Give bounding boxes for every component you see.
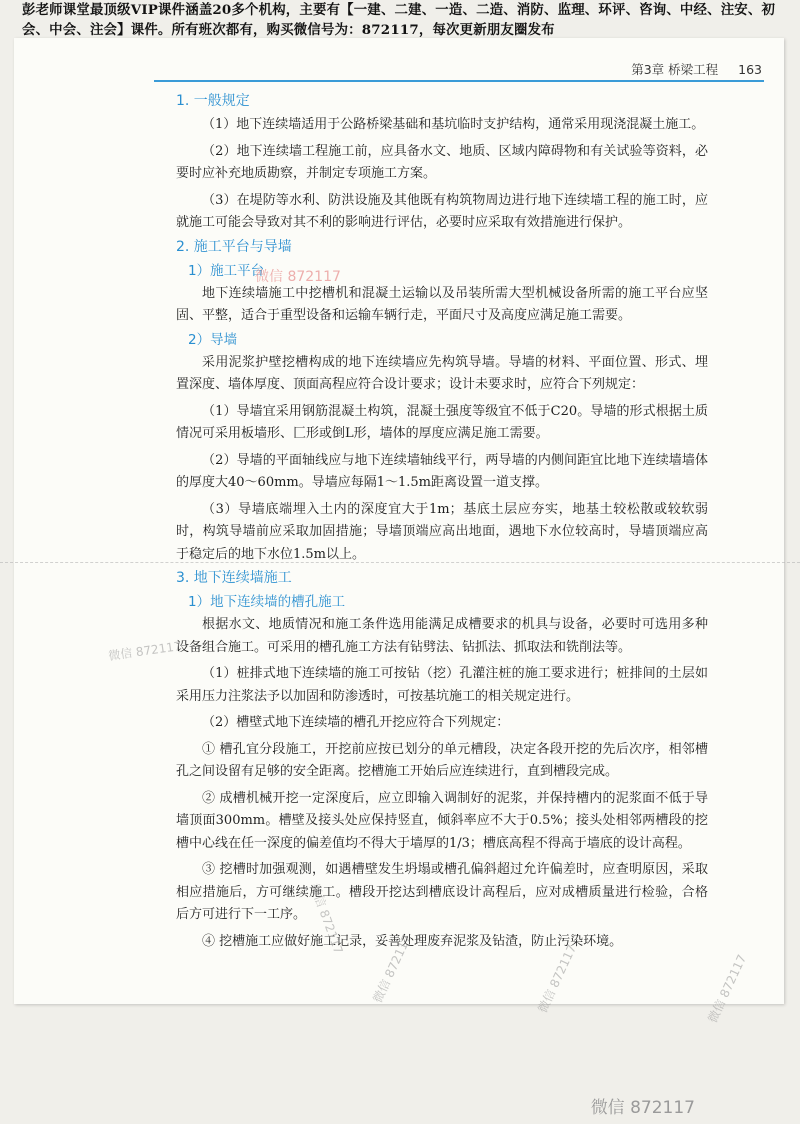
watermark-text: 微信 872117	[535, 942, 580, 1016]
watermark-text: 微信 872117	[370, 932, 415, 1006]
subsection-heading: 1）施工平台	[188, 262, 265, 279]
scan-artifact-line	[0, 562, 800, 564]
subsection-heading: 2）导墙	[188, 331, 238, 348]
watermark-text: 微信 872117	[307, 881, 346, 956]
paragraph: ③ 挖槽时加强观测，如遇槽壁发生坍塌或槽孔偏斜超过允许偏差时，应查明原因，采取相应措施后，方可继续施工。槽段开挖达到槽底设计高程后，应对成槽质量进行检验，合格后方可进行下一工序。	[176, 862, 708, 922]
watermark-text: 微信 872117	[705, 952, 750, 1026]
paragraph: （2）槽壁式地下连续墙的槽孔开挖应符合下列规定：	[202, 715, 510, 730]
paragraph: （1）桩排式地下连续墙的施工可按钻（挖）孔灌注桩的施工要求进行；桩排间的土层如采用压力注浆法予以加固和防渗透时，可按基坑施工的相关规定进行。	[176, 666, 708, 704]
running-head	[631, 60, 762, 78]
watermark-text: 微信 872117	[107, 638, 183, 664]
promo-banner: 彭老师课堂最顶级VIP课件涵盖20多个机构，主要有【一建、二建、一造、二造、消防、监理、环评、咨询、中经、注安、初会、中会、注会】课件。所有班次都有，购买微信号为：872117，每次更新朋友圈发布	[22, 2, 776, 38]
section-heading: 3. 地下连续墙施工	[176, 570, 292, 586]
page-content	[176, 90, 708, 957]
paragraph: 采用泥浆护壁挖槽构成的地下连续墙应先构筑导墙。导墙的材料、平面位置、形式、埋置深度、墙体厚度、顶面高程应符合设计要求；设计未要求时，应符合下列规定：	[176, 354, 708, 392]
paragraph: 地下连续墙施工中挖槽机和混凝土运输以及吊装所需大型机械设备所需的施工平台应坚固、平整，适合于重型设备和运输车辆行走，平面尺寸及高度应满足施工需要。	[176, 285, 708, 323]
chapter-title: 第3章 桥梁工程	[631, 62, 719, 77]
paragraph: ① 槽孔宜分段施工，开挖前应按已划分的单元槽段，决定各段开挖的先后次序，相邻槽孔之间设留有足够的安全距离。挖槽施工开始后应连续进行，直到槽段完成。	[176, 741, 708, 779]
watermark-bottom: 微信 872117	[590, 1098, 695, 1118]
paragraph: 根据水文、地质情况和施工条件选用能满足成槽要求的机具与设备，必要时可选用多种设备组合施工。可采用的槽孔施工方法有钻劈法、钻抓法、抓取法和铣削法等。	[176, 617, 708, 655]
page-number: 163	[738, 62, 762, 77]
paragraph: （2）地下连续墙工程施工前，应具备水文、地质、区域内障碍物和有关试验等资料，必要时应补充地质勘察，并制定专项施工方案。	[176, 143, 708, 181]
book-page	[14, 38, 784, 1004]
paragraph: （3）在堤防等水利、防洪设施及其他既有构筑物周边进行地下连续墙工程的施工时，应就施工可能会导致对其不利的影响进行评估，必要时应采取有效措施进行保护。	[176, 192, 708, 230]
section-heading: 2. 施工平台与导墙	[176, 238, 292, 255]
paragraph: （2）导墙的平面轴线应与地下连续墙轴线平行，两导墙的内侧间距宜比地下连续墙墙体的厚度大40～60mm。导墙应每隔1～1.5m距离设置一道支撑。	[176, 452, 708, 490]
header-rule	[154, 80, 764, 82]
paragraph: ④ 挖槽施工应做好施工记录，妥善处理废弃泥浆及钻渣，防止污染环境。	[202, 933, 623, 949]
subsection-heading: 1）地下连续墙的槽孔施工	[188, 594, 346, 610]
paragraph: （1）地下连续墙适用于公路桥梁基础和基坑临时支护结构，通常采用现浇混凝土施工。	[202, 117, 705, 132]
watermark-text: 微信 872117	[255, 269, 341, 285]
paragraph: （1）导墙宜采用钢筋混凝土构筑，混凝土强度等级宜不低于C20。导墙的形式根据土质情况可采用板墙形、匚形或倒L形，墙体的厚度应满足施工需要。	[176, 403, 708, 441]
paragraph: （3）导墙底端埋入土内的深度宜大于1m；基底土层应夯实，地基土较松散或较软弱时，构筑导墙前应采取加固措施；导墙顶端应高出地面，遇地下水位较高时，导墙顶端应高于稳定后的地下水位1.5m以上。	[176, 501, 708, 562]
paragraph: ② 成槽机械开挖一定深度后，应立即输入调制好的泥浆，并保持槽内的泥浆面不低于导墙顶面300mm。槽壁及接头处应保持竖直，倾斜率应不大于0.5%；接头处相邻两槽段的挖槽中心线在任一深度的偏差值均不得大于墙厚的1/3；槽底高程不得高于墙底的设计高程。	[176, 790, 708, 851]
section-heading: 1. 一般规定	[176, 93, 250, 109]
